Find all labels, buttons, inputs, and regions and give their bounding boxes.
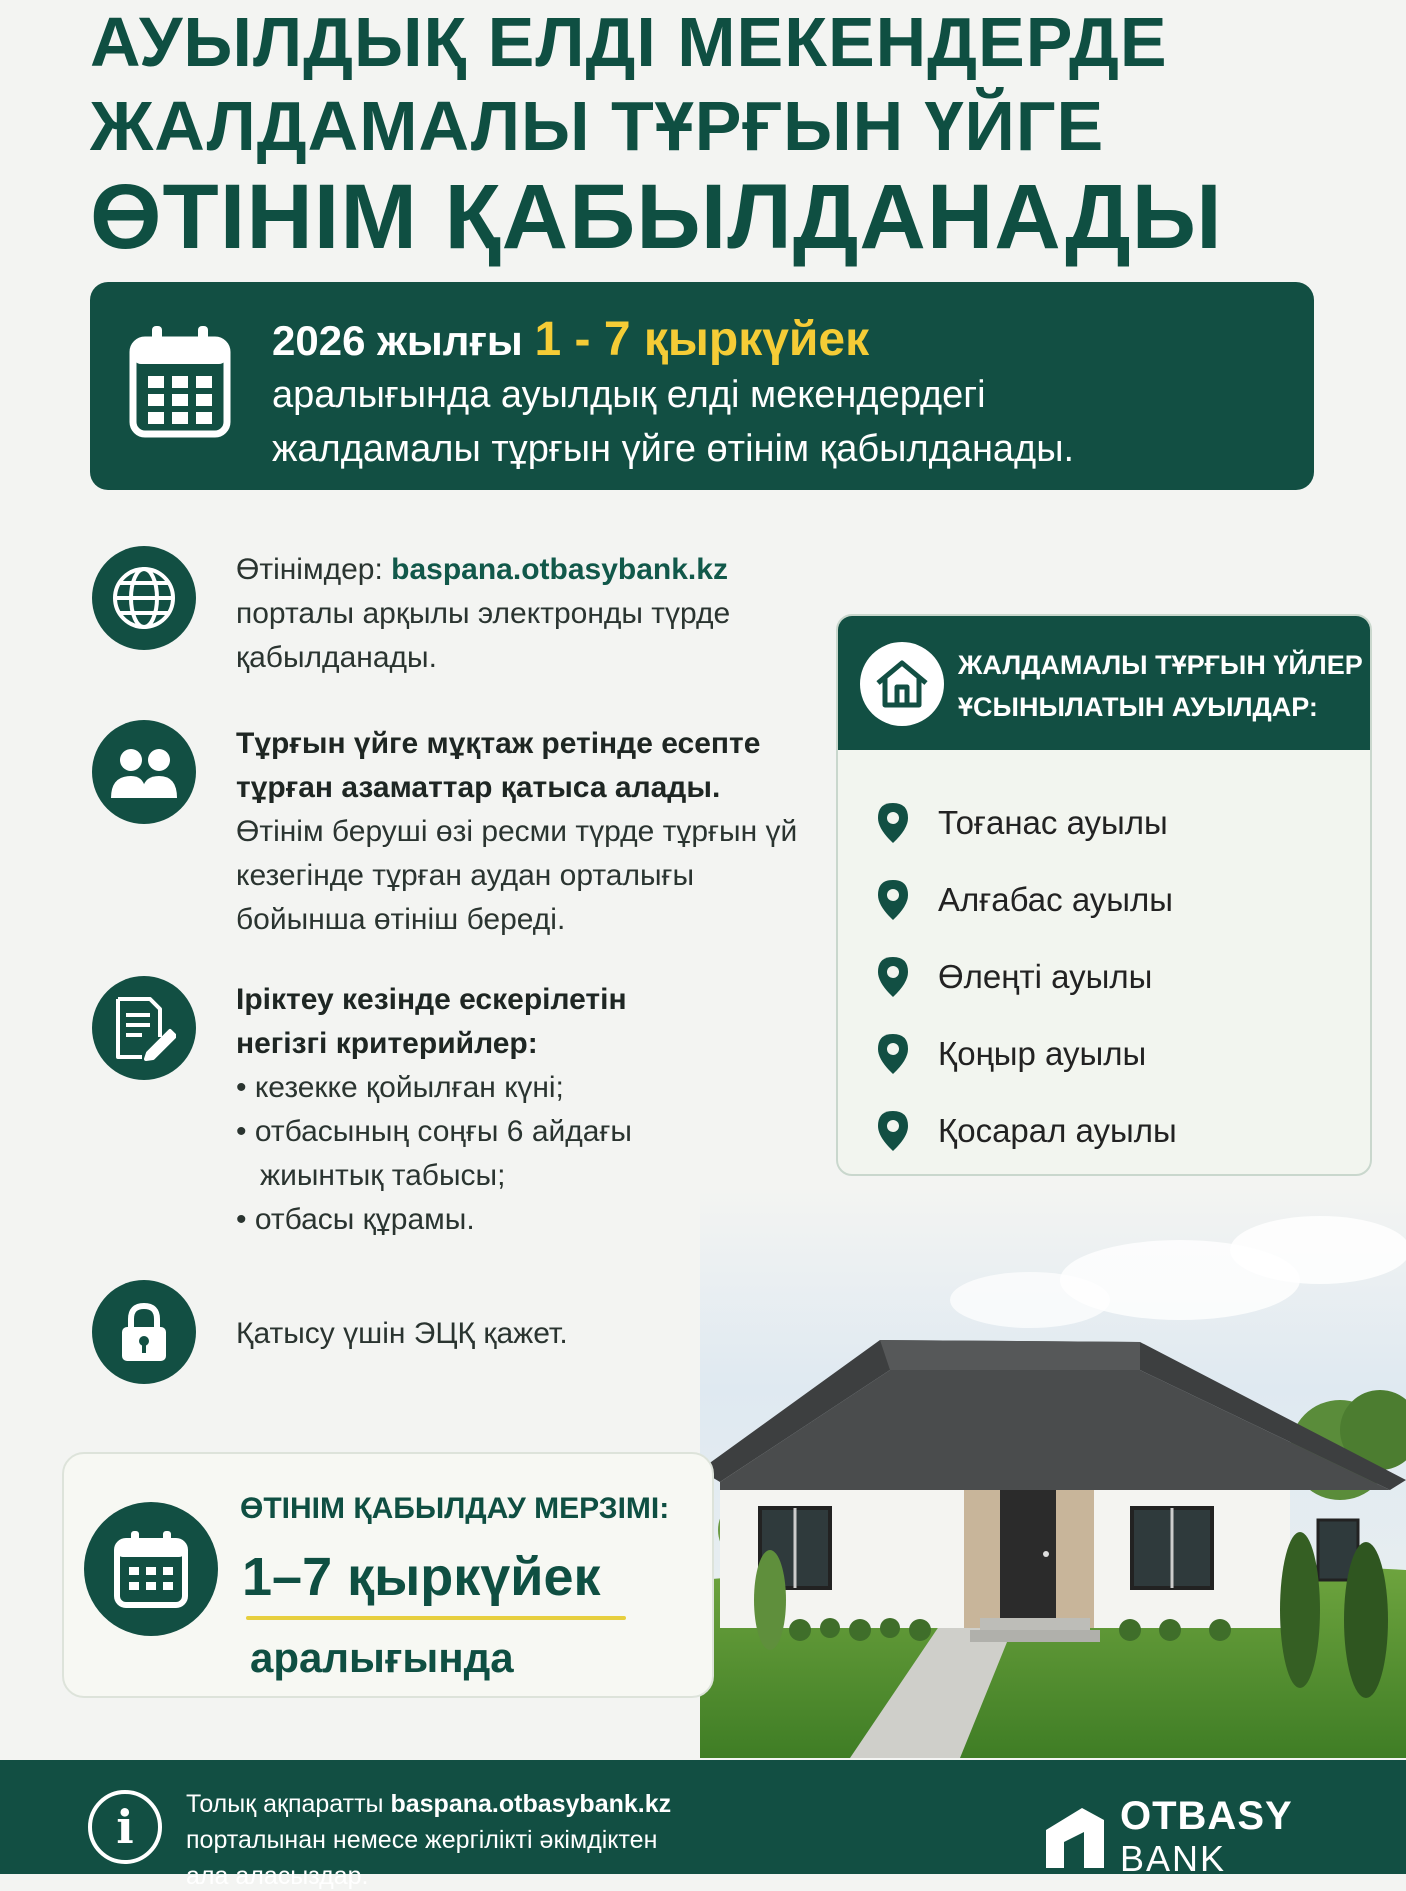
banner-year: 2026 жылғы (272, 317, 523, 364)
criteria-item: • кезекке қойылған күні; (236, 1071, 564, 1104)
footer-portal-link[interactable]: baspana.otbasybank.kz (390, 1790, 672, 1818)
village-item: Қоңыр ауылы (876, 1029, 1146, 1079)
online-info (236, 548, 730, 680)
deadline-suffix: аралығында (250, 1634, 514, 1681)
villages-heading-2: ҰСЫНЫЛАТЫН АУЫЛДАР: (958, 692, 1318, 722)
eligibility-info (236, 722, 797, 942)
village-item: Қосарал ауылы (876, 1106, 1177, 1156)
banner-text-line-3: жалдамалы тұрғын үйге өтінім қабылданады. (272, 428, 1075, 470)
deadline-underline (246, 1616, 626, 1620)
title-line-2: ЖАЛДАМАЛЫ ТҰРҒЫН ҮЙГЕ (90, 87, 1105, 165)
banner-headline (272, 312, 869, 367)
eligibility-line-3: Өтінім беруші өзі ресми түрде тұрғын үй (236, 815, 798, 848)
banner-dates: 1 - 7 қыркүйек (534, 313, 870, 366)
lock-icon (92, 1280, 196, 1384)
house-icon (860, 642, 944, 726)
location-pin-icon (876, 879, 910, 921)
online-prefix: Өтінімдер: (236, 553, 392, 586)
eligibility-line-4: кезегінде тұрған аудан орталығы (236, 859, 695, 892)
globe-icon (92, 546, 196, 650)
location-pin-icon (876, 802, 910, 844)
otbasy-logo-icon (1042, 1800, 1108, 1875)
deadline-label: ӨТІНІМ ҚАБЫЛДАУ МЕРЗІМІ: (240, 1492, 670, 1525)
deadline-dates: 1–7 қыркүйек (242, 1547, 601, 1607)
criteria-bold-2: негізгі критерийлер: (236, 1027, 538, 1060)
eligibility-bold-2: тұрған азаматтар қатыса алады. (236, 771, 721, 804)
village-item: Тоғанас ауылы (876, 798, 1168, 848)
village-item: Алғабас ауылы (876, 875, 1173, 925)
villages-panel (836, 614, 1372, 1176)
calendar-icon (128, 324, 232, 445)
criteria-info (236, 978, 632, 1242)
house-illustration (700, 1190, 1406, 1758)
brand-name: OTBASY (1120, 1794, 1293, 1838)
footer-line-1: Толық ақпаратты baspana.otbasybank.kz (186, 1790, 672, 1818)
document-pen-icon (92, 976, 196, 1080)
portal-link[interactable]: baspana.otbasybank.kz (391, 553, 728, 586)
criteria-item: жиынтық табысы; (260, 1159, 506, 1192)
criteria-item: • отбасы құрамы. (236, 1203, 475, 1236)
village-item: Өлеңті ауылы (876, 952, 1152, 1002)
brand-bank: BANK (1120, 1838, 1227, 1879)
criteria-bold-1: Іріктеу кезінде ескерілетін (236, 983, 627, 1016)
banner-text-line-2: аралығында ауылдық елді мекендердегі (272, 374, 986, 416)
title-line-3: ӨТІНІМ ҚАБЫЛДАНАДЫ (90, 166, 1223, 268)
online-line-2: порталы арқылы электронды түрде (236, 597, 731, 630)
location-pin-icon (876, 956, 910, 998)
people-icon (92, 720, 196, 824)
eligibility-bold-1: Тұрғын үйге мұқтаж ретінде есепте (236, 727, 761, 760)
villages-header (838, 616, 1370, 750)
online-line-3: қабылданады. (236, 641, 437, 674)
location-pin-icon (876, 1033, 910, 1075)
info-icon: i (88, 1790, 162, 1864)
date-banner (90, 282, 1314, 490)
title-line-1: АУЫЛДЫҚ ЕЛДІ МЕКЕНДЕРДЕ (90, 3, 1168, 81)
location-pin-icon (876, 1110, 910, 1152)
villages-heading-1: ЖАЛДАМАЛЫ ТҰРҒЫН ҮЙЛЕР (958, 650, 1363, 680)
footer (0, 1760, 1406, 1890)
eligibility-line-5: бойынша өтініш береді. (236, 903, 566, 936)
footer-line-3: ала аласыздар. (186, 1862, 369, 1890)
calendar-icon (84, 1502, 218, 1636)
deadline-card (62, 1452, 714, 1698)
footer-line-2: порталынан немесе жергілікті әкімдіктен (186, 1826, 658, 1854)
eds-info: Қатысу үшін ЭЦҚ қажет. (236, 1317, 568, 1350)
criteria-item: • отбасының соңғы 6 айдағы (236, 1115, 632, 1148)
